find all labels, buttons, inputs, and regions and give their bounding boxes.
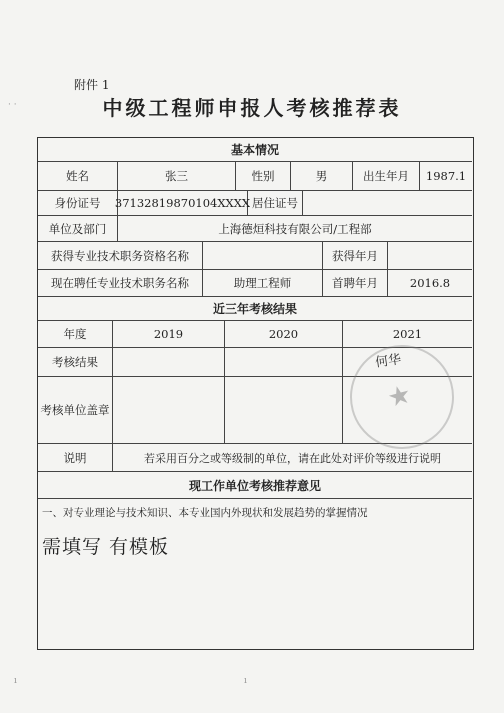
qualification-value[interactable]: [203, 242, 323, 270]
result-2020[interactable]: [225, 348, 343, 377]
seal-2019[interactable]: [113, 377, 225, 444]
hire-date-value[interactable]: 2016.8: [388, 270, 472, 297]
seal-star-icon: ★: [384, 379, 415, 415]
section-basic-header: 基本情况: [38, 138, 472, 162]
id-value[interactable]: 37132819870104XXXX: [118, 191, 248, 216]
gender-label: 性别: [236, 162, 291, 191]
note-text: 若采用百分之或等级制的单位，请在此处对评价等级进行说明: [113, 444, 472, 472]
scan-mark: ı: [244, 676, 247, 686]
recommendation-question: 一、对专业理论与技术知识、本专业国内外现状和发展趋势的掌握情况: [42, 507, 368, 519]
year-label: 年度: [38, 321, 113, 348]
scan-mark: · ·: [8, 100, 17, 110]
residence-value[interactable]: [303, 191, 472, 216]
name-value[interactable]: 张三: [118, 162, 236, 191]
unit-value[interactable]: 上海德烜科技有限公司/工程部: [118, 216, 472, 242]
qualification-label: 获得专业技术职务资格名称: [38, 242, 203, 270]
current-title-value[interactable]: 助理工程师: [203, 270, 323, 297]
birth-value[interactable]: 1987.1: [420, 162, 472, 191]
scan-mark: ı: [14, 676, 17, 686]
seal-label: 考核单位盖章: [38, 377, 113, 444]
result-label: 考核结果: [38, 348, 113, 377]
signature: 何华: [374, 352, 403, 371]
qualification-year-value[interactable]: [388, 242, 472, 270]
form-title: 中级工程师申报人考核推荐表: [102, 96, 402, 120]
attachment-label: 附件 1: [74, 78, 110, 92]
current-title-label: 现在聘任专业技术职务名称: [38, 270, 203, 297]
year-2019: 2019: [113, 321, 225, 348]
year-2020: 2020: [225, 321, 343, 348]
residence-label: 居住证号: [248, 191, 303, 216]
hire-date-label: 首聘年月: [323, 270, 388, 297]
unit-label: 单位及部门: [38, 216, 118, 242]
name-label: 姓名: [38, 162, 118, 191]
recommendation-answer[interactable]: 需填写 有模板: [42, 536, 170, 558]
year-2021: 2021: [343, 321, 472, 348]
section-assessment-header: 近三年考核结果: [38, 297, 472, 321]
section-recommendation-header: 现工作单位考核推荐意见: [38, 472, 472, 499]
recommendation-area[interactable]: [38, 499, 472, 649]
gender-value[interactable]: 男: [291, 162, 353, 191]
birth-label: 出生年月: [353, 162, 420, 191]
id-label: 身份证号: [38, 191, 118, 216]
note-label: 说明: [38, 444, 113, 472]
result-2019[interactable]: [113, 348, 225, 377]
qualification-year-label: 获得年月: [323, 242, 388, 270]
seal-2020[interactable]: [225, 377, 343, 444]
